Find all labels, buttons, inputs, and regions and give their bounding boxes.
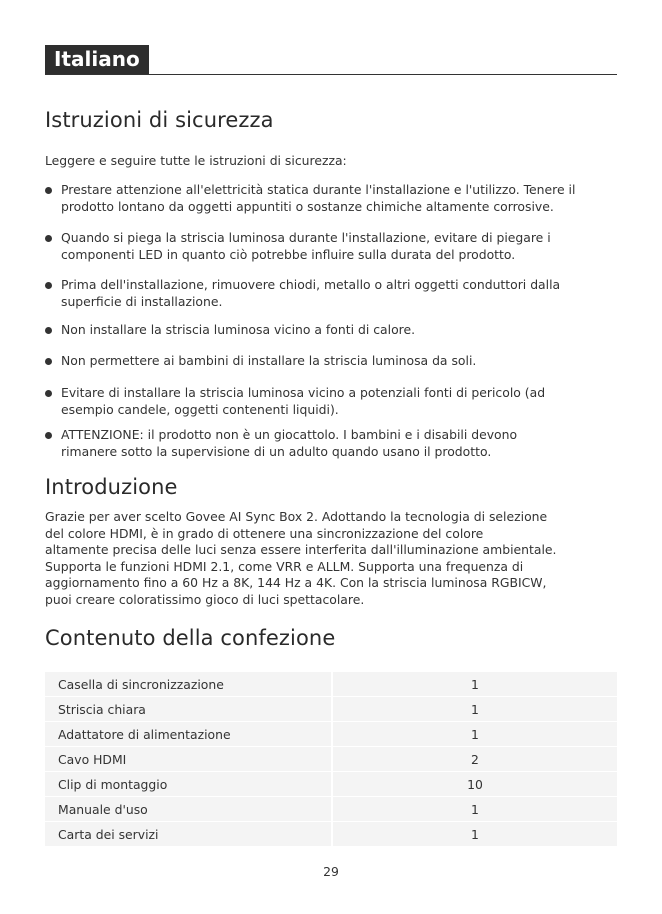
safety-item-line: Non installare la striscia luminosa vicino a fonti di calore. [61,322,416,337]
bullet-icon [45,327,52,334]
introduction-title: Introduzione [45,475,178,499]
item-name: Casella di sincronizzazione [45,672,333,696]
safety-item [45,427,630,460]
item-name: Carta dei servizi [45,822,333,846]
language-header [45,45,617,75]
bullet-icon [45,235,52,242]
item-quantity: 1 [333,797,617,821]
introduction-line: puoi creare coloratissimo gioco di luci spettacolare. [45,591,365,607]
safety-item-line: ATTENZIONE: il prodotto non è un giocattolo. I bambini e i disabili devono [61,427,518,442]
bullet-icon [45,358,52,365]
bullet-icon [45,390,52,397]
item-name: Striscia chiara [45,697,333,721]
table-row [45,772,617,796]
table-row [45,697,617,721]
item-name: Cavo HDMI [45,747,333,771]
safety-item [45,277,630,310]
item-quantity: 1 [333,672,617,696]
header-rule [45,74,617,75]
introduction-line: altamente precisa delle luci senza essere interferita dall'illuminazione ambientale. [45,542,557,557]
safety-item-line: componenti LED in quanto ciò potrebbe influire sulla durata del prodotto. [61,246,516,262]
safety-item-line: Non permettere ai bambini di installare la striscia luminosa da soli. [61,353,477,368]
table-row [45,797,617,821]
safety-item-line: Prestare attenzione all'elettricità statica durante l'installazione e l'utilizzo. Tenere il [61,182,576,197]
safety-item-line: Evitare di installare la striscia luminosa vicino a potenziali fonti di pericolo (ad [61,385,546,400]
safety-intro: Leggere e seguire tutte le istruzioni di sicurezza: [45,153,347,168]
bullet-icon [45,187,52,194]
item-quantity: 1 [333,722,617,746]
safety-item [45,353,630,370]
page-number: 29 [323,864,339,879]
safety-item [45,230,630,263]
safety-title: Istruzioni di sicurezza [45,108,274,132]
package-contents-table [45,671,617,847]
package-title: Contenuto della confezione [45,626,336,650]
item-name: Manuale d'uso [45,797,333,821]
introduction-line: Supporta le funzioni HDMI 2.1, come VRR e ALLM. Supporta una frequenza di [45,558,524,574]
safety-item-line: Prima dell'installazione, rimuovere chiodi, metallo o altri oggetti conduttori dalla [61,277,561,292]
safety-item-line: Quando si piega la striscia luminosa durante l'installazione, evitare di piegare i [61,230,551,245]
table-row [45,672,617,696]
introduction-line: del colore HDMI, è in grado di ottenere una sincronizzazione del colore [45,525,484,541]
bullet-icon [45,282,52,289]
safety-item-line: esempio candele, oggetti contenenti liquidi). [61,401,339,417]
table-row [45,822,617,846]
bullet-icon [45,432,52,439]
introduction-line: Grazie per aver scelto Govee AI Sync Box 2. Adottando la tecnologia di selezione [45,509,548,524]
table-row [45,722,617,746]
introduction-paragraph [45,509,630,608]
language-label: Italiano [45,45,149,74]
introduction-line: aggiornamento fino a 60 Hz a 8K, 144 Hz a 4K. Con la striscia luminosa RGBICW, [45,575,547,590]
safety-item-line: rimanere sotto la supervisione di un adulto quando usano il prodotto. [61,443,492,459]
safety-item [45,322,630,339]
item-quantity: 1 [333,697,617,721]
safety-item-line: prodotto lontano da oggetti appuntiti o sostanze chimiche altamente corrosive. [61,198,554,214]
safety-item [45,182,630,215]
table-row [45,747,617,771]
item-name: Clip di montaggio [45,772,333,796]
safety-item [45,385,630,418]
item-quantity: 2 [333,747,617,771]
item-quantity: 10 [333,772,617,796]
safety-item-line: superficie di installazione. [61,293,223,309]
item-quantity: 1 [333,822,617,846]
item-name: Adattatore di alimentazione [45,722,333,746]
